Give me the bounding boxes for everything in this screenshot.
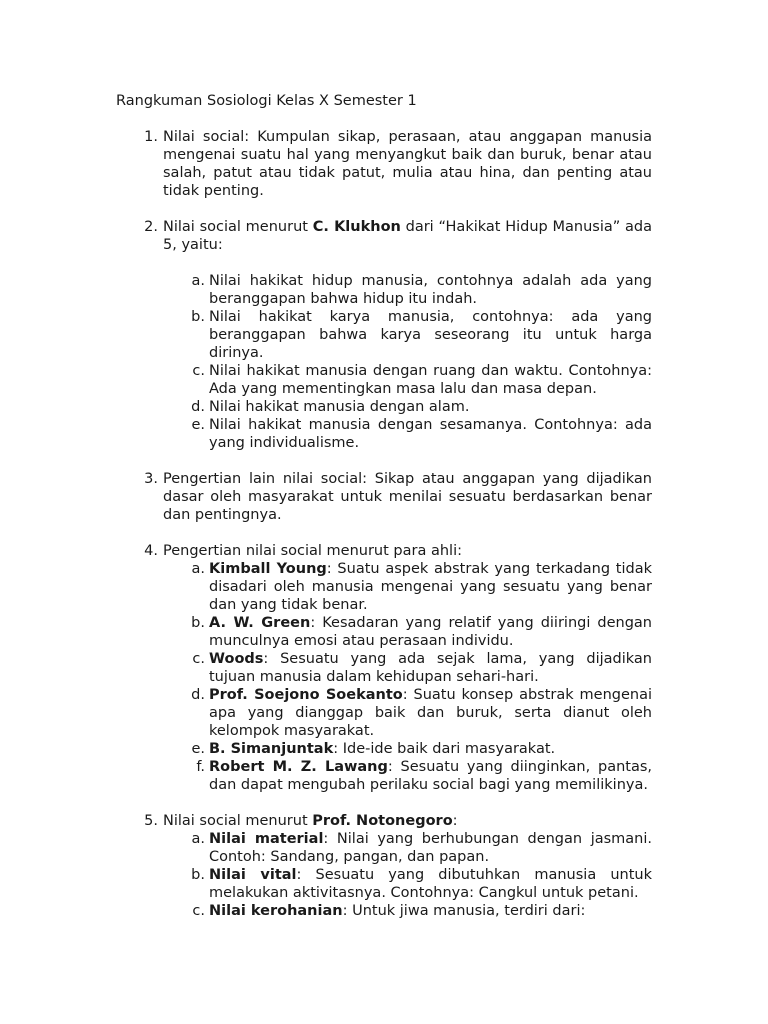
text-run: Nilai social menurut (163, 813, 313, 829)
text-run: : Sesuatu yang dibutuhkan manusia untuk melakukan aktivitasnya. Contohnya: Cangkul untuk petani. (209, 867, 652, 901)
text-run: : Sesuatu yang diinginkan, pantas, dan dapat mengubah perilaku social bagi yang memilikinya. (209, 759, 653, 793)
sub-marker: e. (191, 741, 205, 757)
list-item-1 (116, 128, 652, 200)
text-run: : Kesadaran yang relatif yang diiringi dengan munculnya emosi atau perasaan individu. (209, 615, 652, 649)
sub-item-text (209, 866, 652, 902)
text-run: : Suatu konsep abstrak mengenai apa yang dianggap baik dan buruk, serta dianut oleh kelompok masyarakat. (209, 687, 652, 739)
bold-term: Prof. Notonegoro (312, 813, 453, 829)
list-item-text: Pengertian nilai social menurut para ahli: (163, 543, 462, 559)
list-item-5 (116, 812, 652, 920)
list-item-3 (116, 470, 652, 524)
sub-marker: f. (196, 759, 205, 775)
sub-item-text: Nilai hakikat karya manusia, contohnya: ada yang beranggapan bahwa karya seseorang itu untuk harga dirinya. (209, 309, 652, 361)
text-run: : Sesuatu yang ada sejak lama, yang dijadikan tujuan manusia dalam kehidupan sehari-hari. (209, 651, 652, 685)
list-item-text (163, 812, 652, 830)
sub-item-f (163, 758, 652, 794)
main-list (116, 128, 652, 920)
list-item-2 (116, 218, 652, 452)
sub-item-text (209, 758, 652, 794)
sub-item-text: Nilai hakikat manusia dengan alam. (209, 399, 470, 415)
list-marker: 3. (144, 471, 158, 487)
list-item-text: Pengertian lain nilai social: Sikap atau anggapan yang dijadikan dasar oleh masyarakat untuk menilai sesuatu berdasarkan benar dan pentingnya. (163, 471, 652, 523)
sub-item-c (163, 650, 652, 686)
bold-term: Robert M. Z. Lawang (209, 759, 388, 775)
list-item-text: Nilai social: Kumpulan sikap, perasaan, atau anggapan manusia mengenai suatu hal yang menyangkut baik dan buruk, benar atau salah, patut atau tidak patut, mulia atau hina, dan penting atau tidak penting. (163, 129, 652, 199)
list-marker: 5. (144, 813, 158, 829)
sub-item-text (209, 902, 652, 920)
bold-term: Nilai kerohanian (209, 903, 343, 919)
sub-item-text (209, 560, 652, 614)
sub-marker: d. (191, 687, 205, 703)
sub-marker: c. (192, 651, 205, 667)
sub-item-d (163, 398, 652, 416)
bold-term: Kimball Young (209, 561, 327, 577)
bold-term: Nilai vital (209, 867, 297, 883)
sub-marker: b. (191, 309, 205, 325)
text-run: : Nilai yang berhubungan dengan jasmani. Contoh: Sandang, pangan, dan papan. (209, 831, 652, 865)
sub-list (163, 830, 652, 920)
sub-item-e (163, 740, 652, 758)
sub-item-text: Nilai hakikat hidup manusia, contohnya adalah ada yang beranggapan bahwa hidup itu indah. (209, 273, 652, 307)
bold-term: C. Klukhon (312, 219, 401, 235)
sub-marker: a. (191, 561, 205, 577)
sub-item-text (209, 830, 652, 866)
sub-item-d (163, 686, 652, 740)
document-title: Rangkuman Sosiologi Kelas X Semester 1 (116, 93, 417, 109)
sub-marker: d. (191, 399, 205, 415)
sub-item-text (209, 740, 652, 758)
sub-item-a (163, 830, 652, 866)
sub-marker: b. (191, 867, 205, 883)
sub-list (163, 560, 652, 794)
list-item-text (163, 218, 652, 254)
sub-item-text (209, 686, 652, 740)
sub-item-b (163, 866, 652, 902)
list-marker: 1. (144, 129, 158, 145)
bold-term: Nilai material (209, 831, 324, 847)
sub-item-text: Nilai hakikat manusia dengan ruang dan waktu. Contohnya: Ada yang mementingkan masa lalu dan masa depan. (209, 363, 652, 397)
sub-item-c (163, 362, 652, 398)
sub-marker: a. (191, 273, 205, 289)
bold-term: A. W. Green (209, 615, 311, 631)
bold-term: Prof. Soejono Soekanto (209, 687, 403, 703)
bold-term: B. Simanjuntak (209, 741, 334, 757)
list-item-4 (116, 542, 652, 794)
sub-item-b (163, 614, 652, 650)
sub-marker: b. (191, 615, 205, 631)
sub-item-b (163, 308, 652, 362)
sub-item-c (163, 902, 652, 920)
list-marker: 4. (144, 543, 158, 559)
text-run: : Untuk jiwa manusia, terdiri dari: (342, 903, 586, 919)
sub-marker: c. (192, 363, 205, 379)
sub-item-e (163, 416, 652, 452)
sub-item-a (163, 560, 652, 614)
text-run: Nilai social menurut (163, 219, 313, 235)
sub-item-text (209, 650, 652, 686)
text-run: : Ide-ide baik dari masyarakat. (333, 741, 556, 757)
text-run: dari “Hakikat Hidup Manusia” ada 5, yaitu: (163, 219, 653, 253)
sub-item-text: Nilai hakikat manusia dengan sesamanya. Contohnya: ada yang individualisme. (209, 417, 652, 451)
bold-term: Woods (209, 651, 264, 667)
list-marker: 2. (144, 219, 158, 235)
sub-item-text (209, 614, 652, 650)
sub-marker: e. (191, 417, 205, 433)
sub-marker: c. (192, 903, 205, 919)
sub-marker: a. (191, 831, 205, 847)
sub-list (163, 272, 652, 452)
sub-item-a (163, 272, 652, 308)
text-run: : Suatu aspek abstrak yang terkadang tidak disadari oleh manusia mengenai yang sesuatu yang benar dan yang tidak benar. (209, 561, 653, 613)
text-run: : (452, 813, 458, 829)
